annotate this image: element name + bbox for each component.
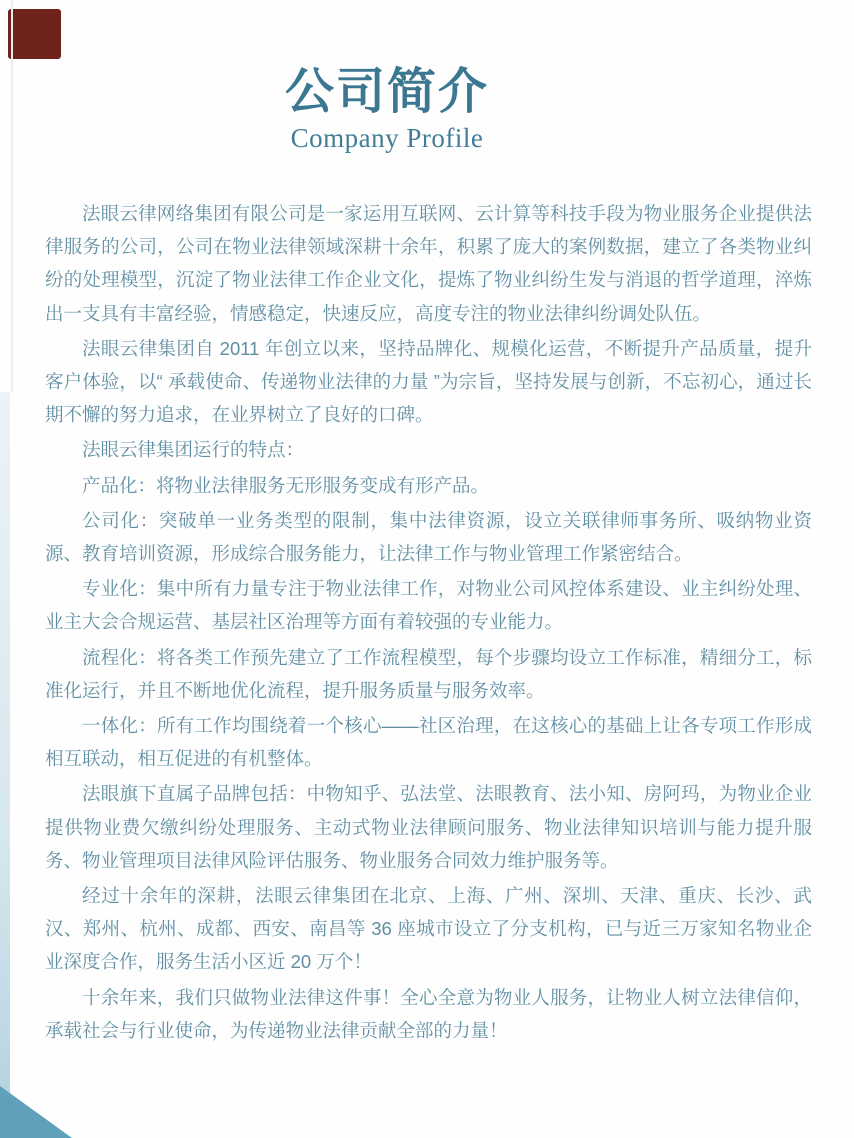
left-page-edge-line xyxy=(11,0,13,392)
paragraph: 法眼旗下直属子品牌包括：中物知乎、弘法堂、法眼教育、法小知、房阿玛，为物业企业提供物业费欠缴纠纷处理服务、主动式物业法律顾问服务、物业法律知识培训与能力提升服务、物业管理项目法律风险评估服务、物业服务合同效力维护服务等。 xyxy=(45,783,812,871)
paragraph: 公司化：突破单一业务类型的限制，集中法律资源，设立关联律师事务所、吸纳物业资源、教育培训资源，形成综合服务能力，让法律工作与物业管理工作紧密结合。 xyxy=(45,509,812,565)
page-subtitle: Company Profile xyxy=(290,123,484,154)
paragraph: 专业化：集中所有力量专注于物业法律工作，对物业公司风控体系建设、业主纠纷处理、业主大会合规运营、基层社区治理等方面有着较强的专业能力。 xyxy=(45,578,812,633)
page-title: 公司简介 xyxy=(284,65,489,119)
paragraph: 流程化：将各类工作预先建立了工作流程模型，每个步骤均设立工作标准，精细分工，标准化运行，并且不断地优化流程，提升服务质量与服务效率。 xyxy=(45,646,812,701)
paragraph: 法眼云律集团运行的特点： xyxy=(82,439,305,461)
paragraph: 一体化：所有工作均围绕着一个核心——社区治理，在这核心的基础上让各专项工作形成相互联动，相互促进的有机整体。 xyxy=(45,715,812,770)
paragraph: 十余年来，我们只做物业法律这件事！全心全意为物业人服务，让物业人树立法律信仰，承载社会与行业使命，为传递物业法律贡献全部的力量！ xyxy=(45,986,812,1041)
paragraph: 法眼云律集团自 2011 年创立以来，坚持品牌化、规模化运营，不断提升产品质量，提升客户体验，以“ 承载使命、传递物业法律的力量 ”为宗旨，坚持发展与创新，不忘初心，通过长期不懈的努力追求，在业界树立了良好的口碑。 xyxy=(45,337,812,426)
left-accent-strip xyxy=(0,392,10,1138)
corner-logo-mark xyxy=(8,9,61,59)
bottom-corner-accent-wedge xyxy=(0,1086,72,1138)
paragraph: 法眼云律网络集团有限公司是一家运用互联网、云计算等科技手段为物业服务企业提供法律服务的公司，公司在物业法律领域深耕十余年，积累了庞大的案例数据，建立了各类物业纠纷的处理模型，沉淀了物业法律工作企业文化，提炼了物业纠纷生发与消退的哲学道理，淬炼出一支具有丰富经验，情感稳定，快速反应，高度专注的物业法律纠纷调处队伍。 xyxy=(45,203,812,324)
paragraph: 经过十余年的深耕，法眼云律集团在北京、上海、广州、深圳、天津、重庆、长沙、武汉、郑州、杭州、成都、西安、南昌等 36 座城市设立了分支机构，已与近三万家知名物业企业深度合作，服务生活小区近 20 万个！ xyxy=(45,885,812,973)
paragraph: 产品化：将物业法律服务无形服务变成有形产品。 xyxy=(82,474,490,496)
body-text xyxy=(45,197,812,1049)
page-header xyxy=(0,64,814,154)
